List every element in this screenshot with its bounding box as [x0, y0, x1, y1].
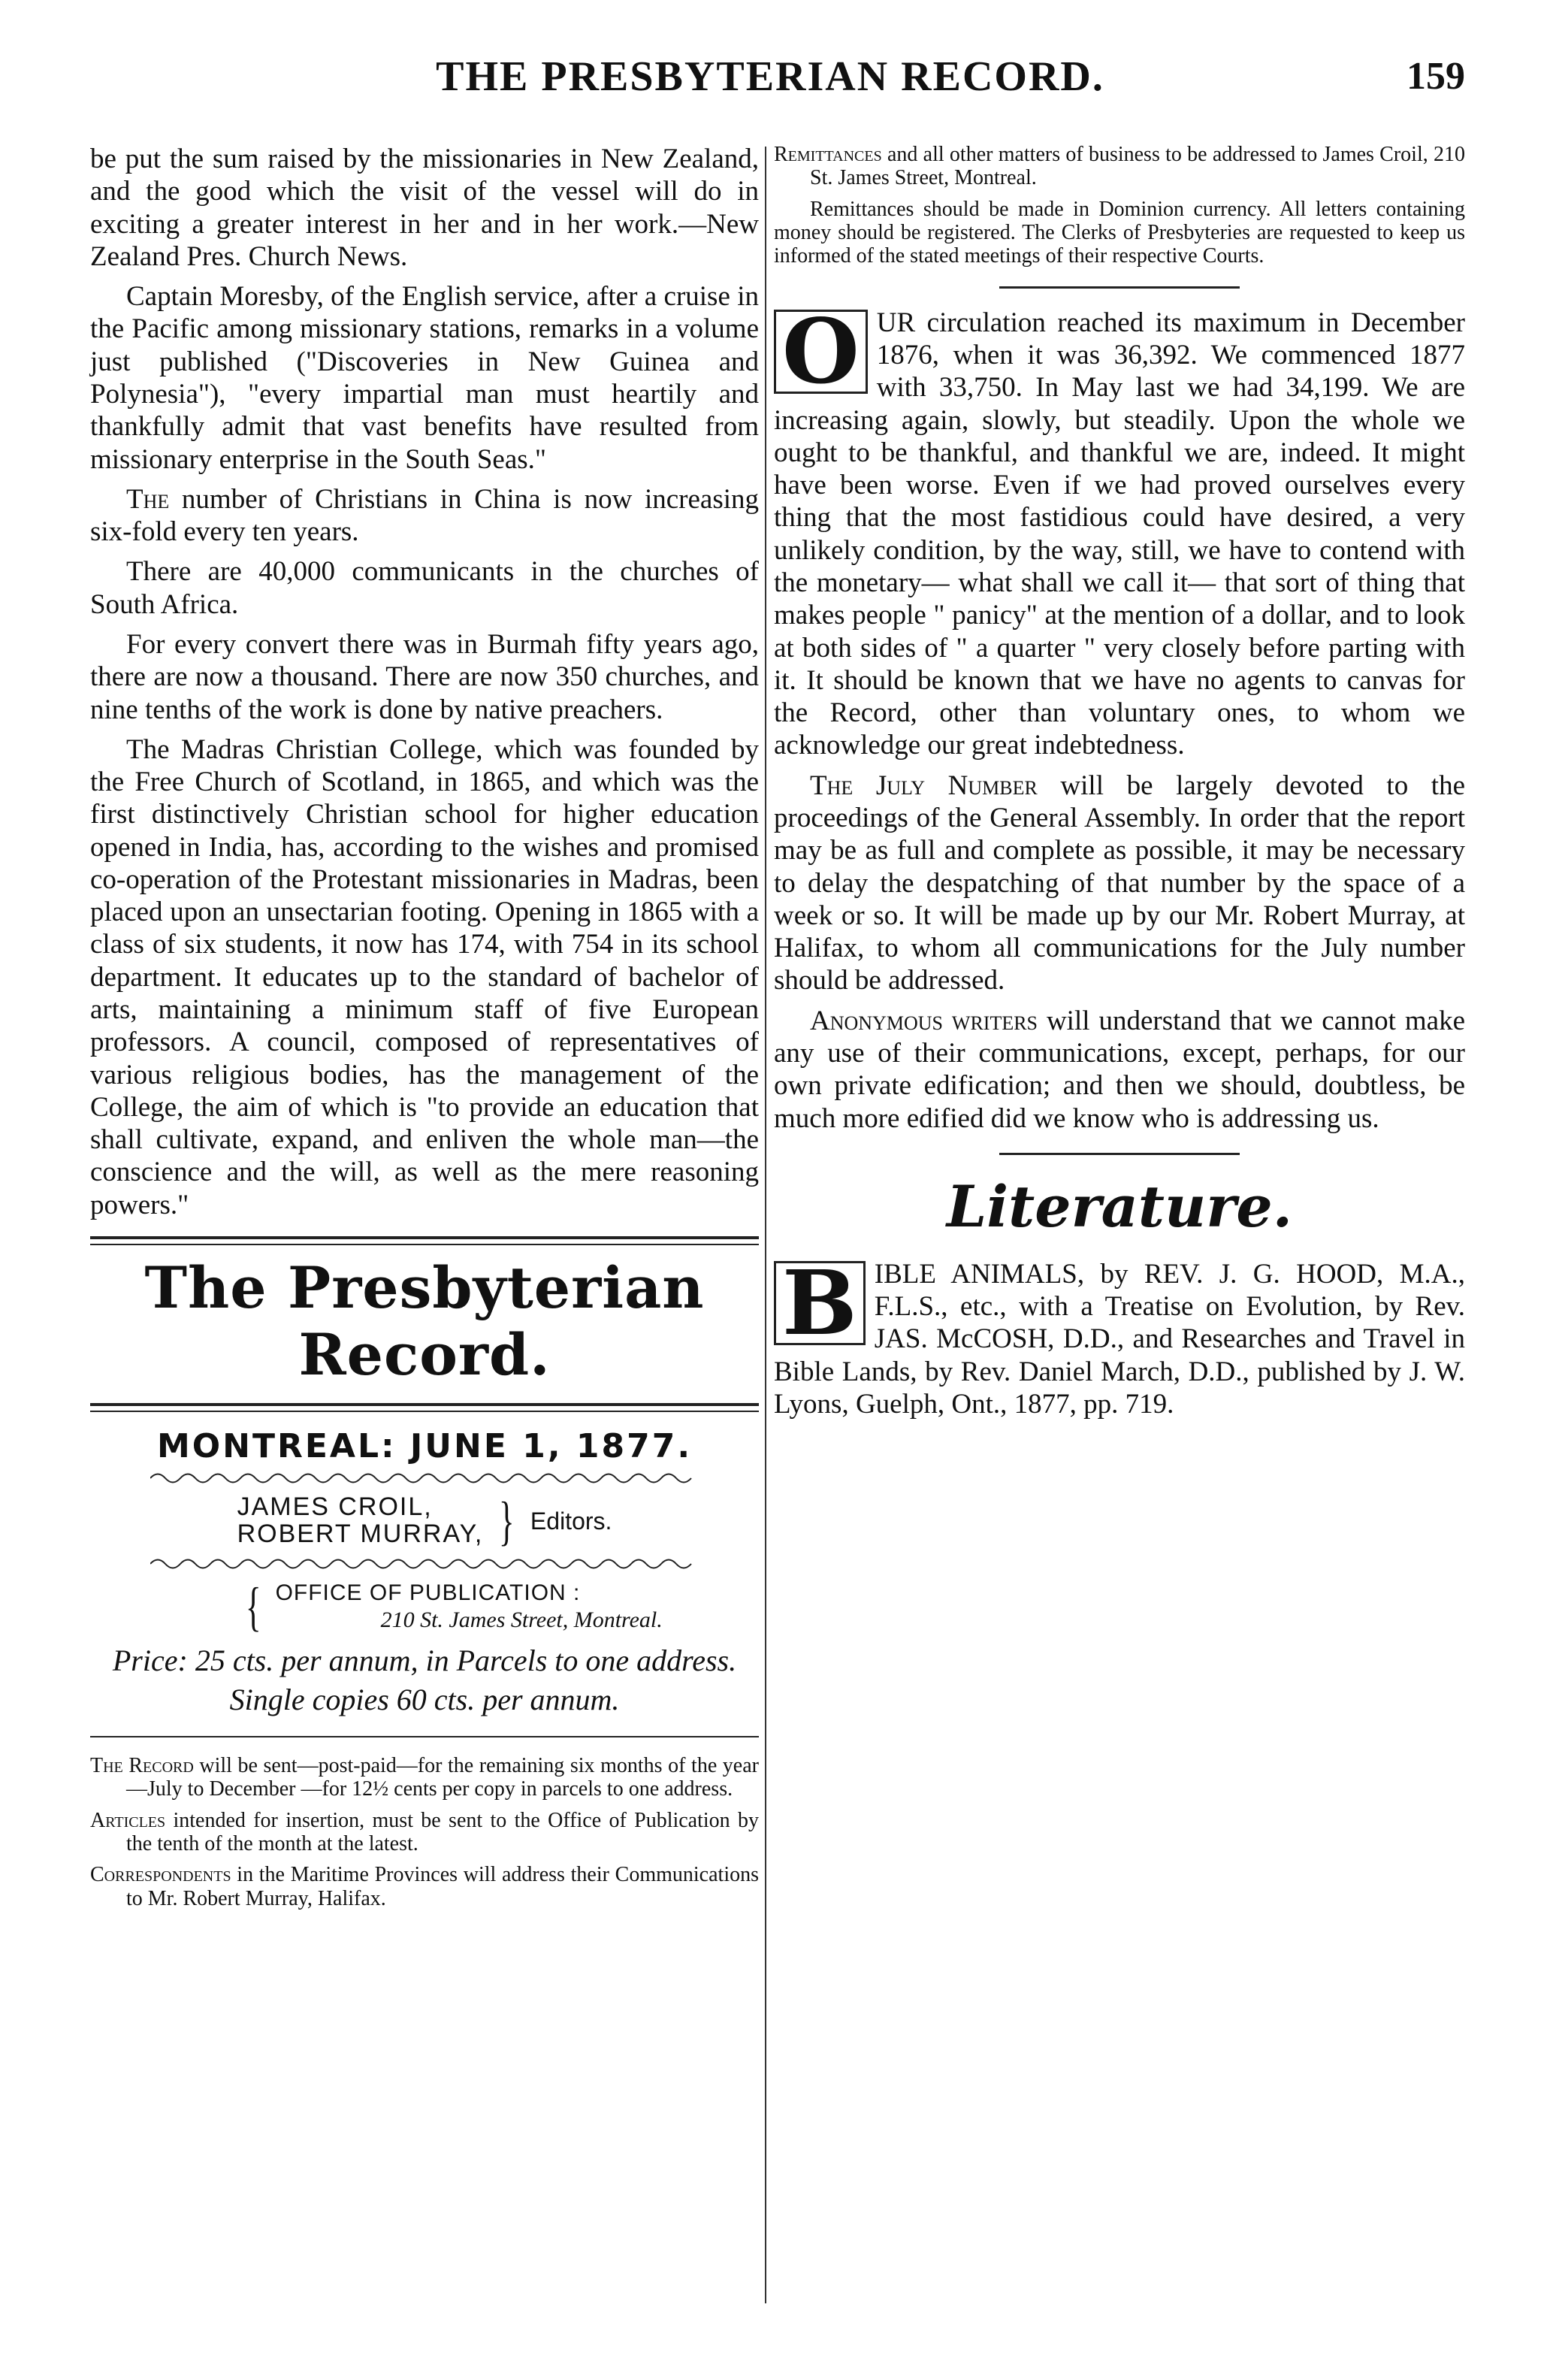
paragraph: Captain Moresby, of the English service, after a cruise in the Pacific among missionary stations, remarks in a volume just published ("Discoveries in New Guinea and Polynesia"), "every impartial man must heartily and thankfully admit that vast benefits have resulted from missionary enterprise in the South Seas." [90, 281, 759, 475]
paragraph-text: will understand that we cannot make any use of their communications, except, perhaps, for our own private edification; and then we should, doubtless, be much more edified did we know who is addressing us. [774, 1005, 1465, 1134]
notice [90, 1809, 759, 1856]
wavy-rule [150, 1470, 699, 1486]
paragraph [774, 1005, 1465, 1135]
paragraph-text: IBLE ANIMALS, by REV. J. G. HOOD, M.A., F.L.S., etc., with a Treatise on Evolution, by Rev. JAS. McCOSH, D.D., and Researches and Travel in Bible Lands, by Rev. Daniel March, D.D., published by J. W. Lyons, Guelph, Ont., 1877, pp. 719. [774, 1258, 1465, 1420]
paragraph-lead: Anonymous writers [810, 1005, 1038, 1036]
rule [999, 286, 1240, 289]
paragraph-lead: The July Number [810, 770, 1038, 801]
notice-lead: Remittances [774, 143, 882, 166]
notice-text: and all other matters of business to be addressed to James Croil, 210 St. James Street, Montreal. [810, 143, 1465, 190]
editors-block [90, 1491, 759, 1551]
masthead-rule [90, 1403, 759, 1412]
drop-cap: O [774, 310, 868, 394]
notice [774, 143, 1465, 190]
editor-names [237, 1494, 484, 1547]
review-paragraph [774, 1250, 1465, 1420]
brace-icon: } [499, 1491, 515, 1551]
paragraph: be put the sum raised by the missionaries in New Zealand, and the good which the visit of the vessel will do in exciting a greater interest in her and in her work.—New Zealand Pres. Church News. [90, 144, 759, 272]
paragraph: The Madras Christian College, which was founded by the Free Church of Scotland, in 1865, and which was the first distinctively Christian school for higher education opened in India, has, according to the wishes and promised co-operation of the Protestant missionaries in Madras, been placed upon an unsectarian footing. Opening in 1865 with a class of six students, it now has 174, with 754 in its school department. It educates up to the standard of bachelor of arts, maintaining a minimum staff of five European professors. A council, composed of representatives of various religious bodies, has the management of the College, the aim of which is "to provide an education that shall cultivate, expand, and enliven the whole man—the conscience and the will, as well as the mere reasoning powers." [90, 733, 759, 1220]
paragraph: For every convert there was in Burmah fifty years ago, there are now a thousand. There are now 350 churches, and nine tenths of the work is done by native preachers. [90, 628, 759, 725]
brace-icon: { [245, 1577, 261, 1637]
editor-name: ROBERT MURRAY, [237, 1520, 484, 1548]
price-line: Price: 25 cts. per annum, in Parcels to one address. Single copies 60 cts. per annum. [112, 1644, 737, 1716]
notice-text: in the Maritime Provinces will address their Communications to Mr. Robert Murray, Halifax. [126, 1863, 759, 1910]
office-address: 210 St. James Street, Montreal. [380, 1607, 663, 1632]
notice-text: intended for insertion, must be sent to the Office of Publication by the tenth of the month at the latest. [126, 1808, 759, 1856]
notice [90, 1754, 759, 1801]
paragraph [774, 770, 1465, 997]
paragraph-text: will be largely devoted to the proceedings of the General Assembly. In order that the report may be as full and complete as possible, it may be necessary to delay the despatching of that number by the space of a week or so. It will be made up by our Mr. Robert Murray, at Halifax, to whom all communications for the July number should be addressed. [774, 770, 1465, 996]
masthead-rule [90, 1236, 759, 1245]
office-block [240, 1577, 759, 1637]
drop-cap: B [774, 1261, 866, 1345]
notice: Remittances should be made in Dominion currency. All letters containing money should be registered. The Clerks of Presbyteries are requested to keep us informed of the stated meetings of their respective Courts. [774, 197, 1465, 268]
editor-name: JAMES CROIL, [237, 1492, 433, 1522]
paragraph-lead: The [126, 483, 170, 515]
circulation-paragraph [774, 298, 1465, 762]
section-title: Literature. [946, 1172, 1293, 1240]
journal-title: THE PRESBYTERIAN RECORD. [436, 53, 1104, 100]
wavy-rule [150, 1556, 699, 1572]
notice-text: will be sent—post-paid—for the remaining six months of the year—July to December —for 12½ cents per copy in parcels to one address. [126, 1754, 759, 1801]
rule [999, 1153, 1240, 1155]
column-divider [765, 147, 766, 2303]
paragraph-text: number of Christians in China is now increasing six-fold every ten years. [90, 483, 759, 548]
paragraph-text: UR circulation reached its maximum in December 1876, when it was 36,392. We commenced 1877 with 33,750. In May last we had 34,199. We are increasing again, slowly, but steadily. Upon the whole we ought to be thankful, and thankful we are, indeed. It might have been worse. Even if we had proved ourselves every thing that the most fastidious could have desired, a very unlikely condition, by the way, still, we have to contend with the monetary— what shall we call it— that sort of thing that makes people " panicy" at the mention of a dollar, and to look at both sides of " a quarter " very closely before parting with it. It should be known that we have no agents to canvas for the Record, other than voluntary ones, to whom we acknowledge our great indebtedness. [774, 307, 1465, 761]
rule [90, 1736, 759, 1737]
notice-lead: Correspondents [90, 1863, 231, 1887]
office-label: OFFICE OF PUBLICATION : [275, 1580, 581, 1605]
notice-lead: The Record [90, 1754, 194, 1777]
right-column [774, 143, 1465, 1428]
running-header [75, 45, 1465, 120]
page-number: 159 [1406, 55, 1465, 98]
masthead-title: The Presbyterian Record. [144, 1254, 705, 1388]
editors-label: Editors. [530, 1507, 612, 1535]
paragraph: There are 40,000 communicants in the churches of South Africa. [90, 556, 759, 620]
notice [90, 1863, 759, 1910]
left-column [90, 143, 759, 1918]
notice-lead: Articles [90, 1808, 166, 1832]
dateline: MONTREAL: JUNE 1, 1877. [156, 1427, 693, 1465]
paragraph [90, 483, 759, 549]
